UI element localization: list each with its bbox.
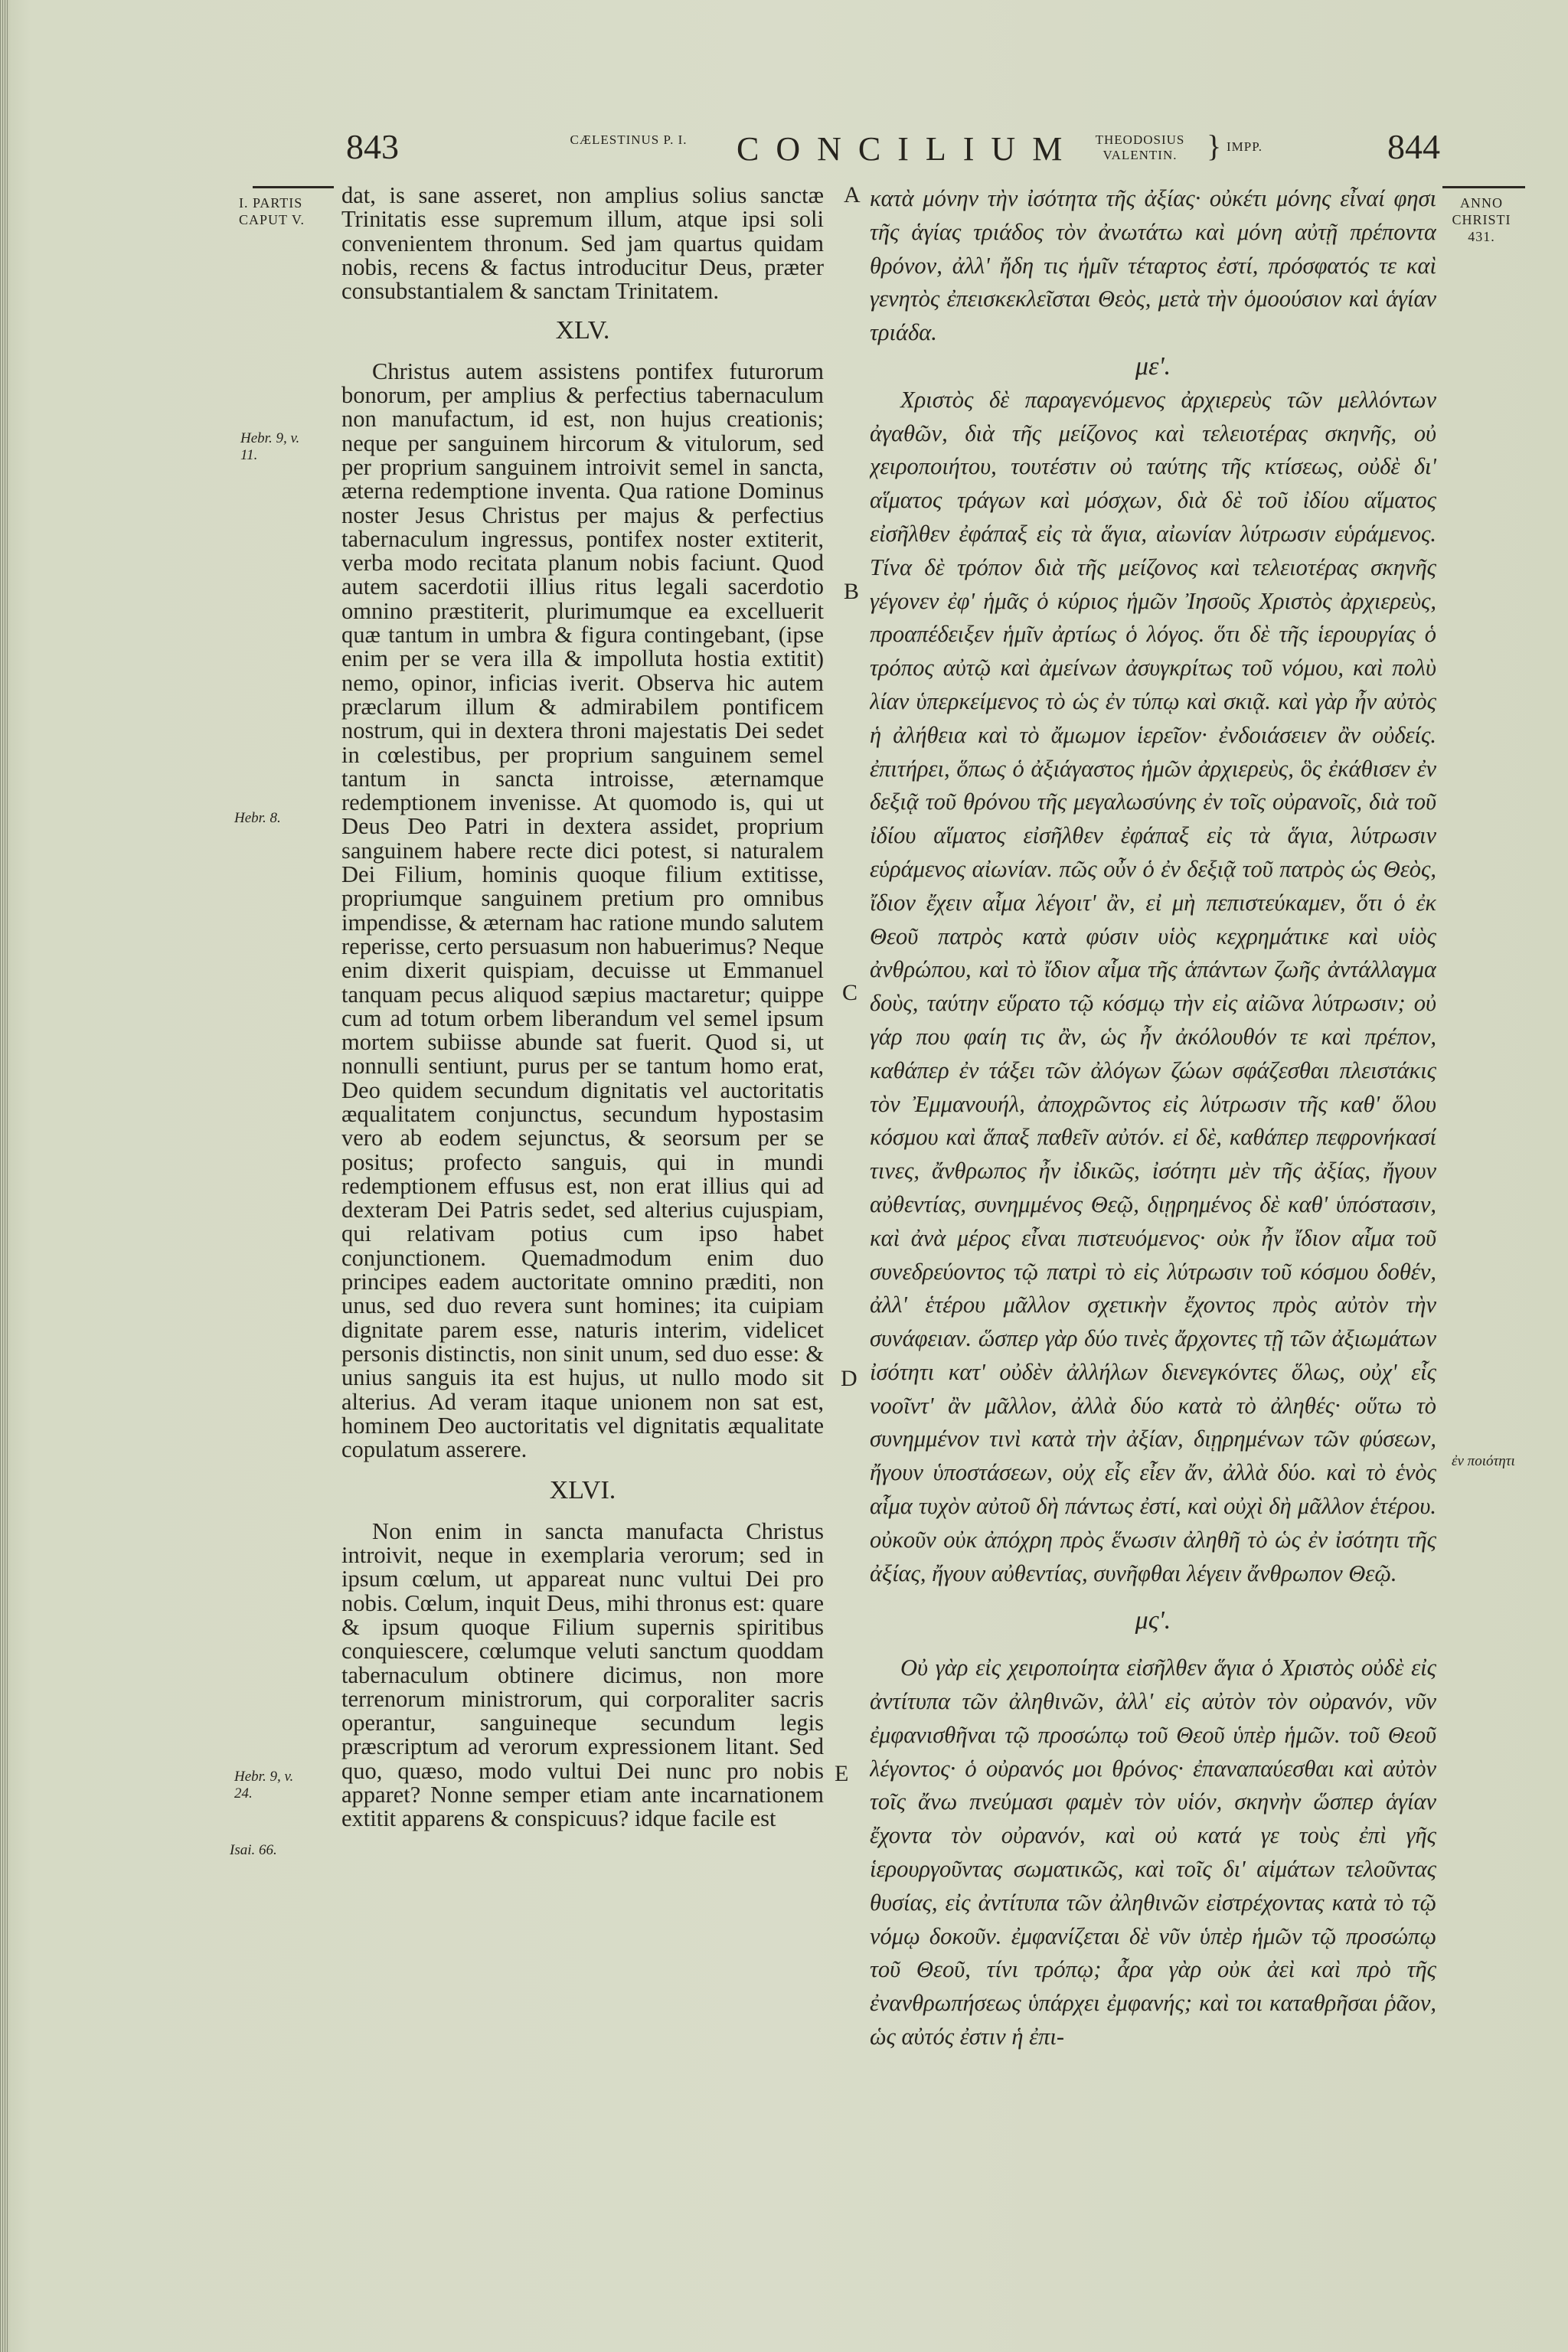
- page-number-left: 843: [346, 127, 399, 166]
- section-letter-b: B: [844, 579, 860, 604]
- margin-ref-hebr-9: Hebr. 9, v. 11.: [240, 430, 300, 463]
- latin-section-xlvi: XLVI.: [549, 1476, 616, 1505]
- latin-paragraph-xlvi: Non enim in sancta manufacta Christus introivit, neque in exemplaria verorum; sed in ipsum cœlum, ut appareat nunc vultui Dei pro nobis. Cœlum, inquit Deus, mihi thronus est: quare & ipsum quoque Filium supernis spiritibus conquiescere, cœlumque veluti sanctum quoddam tabernaculum obtinere dicimus, non more terrenorum ministrorum, qui corporaliter sacris operantur, sanguineque secundum legis præscriptum ad verorum expressionem litant. Sed quo, quæso, modo vultui Dei nunc pro nobis apparet? Nonne semper etiam ante incarnationem extitit apparens & conspicuus? idque facile est: [341, 1517, 824, 1832]
- running-header: [0, 126, 1568, 180]
- margin-ref-isai: Isai. 66.: [230, 1842, 277, 1858]
- margin-ref-hebr-8: Hebr. 8.: [234, 810, 281, 826]
- header-emperors: THEODOSIUS VALENTIN.: [1095, 132, 1185, 162]
- margin-anno-christi: ANNO CHRISTI 431.: [1452, 195, 1511, 244]
- latin-paragraph-xlv: Christus autem assistens pontifex futurorum bonorum, per amplius & perfectius tabernaculum non manufactum, id est, non hujus creationis; neque per sanguinem hircorum & vitulorum, sed per proprium sanguinem introivit semel in sancta, æterna redemptione inventa. Qua ratione Dominus noster Jesus Christus per majus & perfectius tabernaculum ingressus, pontifex noster extiterit, verba modo recitata planum nobis faciunt. Quod autem sacerdotii illius ritus legali sacerdotio omnino præstiterit, plurimumque ea excelluerit quæ tantum in umbra & figura contingebant, (ipse enim per se vera illa & impolluta hostia extitit) nemo, opinor, inficias iverit. Observa hic autem præclarum illum & admirabilem pontificem nostrum, qui in dextera throni majestatis Dei sedet in cœlestibus, per proprium sanguinem semel tantum in sancta introisse, æternamque redemptionem invenisse. At quomodo is, qui ut Deus Deo Patri in dextera assidet, proprium sanguinem habere recte dici potest, si naturalem Dei Filium, hominis quoque filium extitisse, propriumque sanguinem pretium pro omnibus impendisse, & æternam hac ratione mundo salutem reperisse, certo persuasum non habuerimus? Neque enim dixerit quispiam, decuisse ut Emmanuel tanquam pecus aliquod sæpius mactaretur; quippe cum ad totum orbem liberandum vel semel ipsum mortem subiisse abunde sat fuerit. Quod si, ut nonnulli sentiunt, purus per se tantum homo erat, Deo quidem secundum dignitatis vel auctoritatis æqualitatem conjunctus, secundum hypostasim vero ab eodem sejunctus, & seorsum per se positus; profecto sanguis, qui in mundi redemptionem effusus est, non erat illius qui ad dexteram Dei Patris sedet, sed alterius cujuspiam, qui relativam potius cum ipso habet conjunctionem. Quemadmodum enim duo principes eadem auctoritate omnino præditi, non unus, sed duo revera sunt homines; ita cuipiam dignitate parem esse, naturis interim, videlicet personis distinctis, non sinit unum, sed duo esse: & unius sanguis ita est hujus, ut nullo modo sit alterius. Ad veram itaque unionem non sat est, hominem Deo auctoritatis vel dignitatis æqualitate copulatum asserere.: [341, 358, 824, 1463]
- greek-intro: κατὰ μόνην τὴν ἰσότητα τῆς ἀξίας· οὐκέτι μόνης εἶναί φησι τῆς ἁγίας τριάδος τὸν ἀνωτάτω καὶ μόνη αὐτῇ πρέποντα θρόνον, ἀλλ' ἤδη τις ἡμῖν τέταρτος ἐστί, πρόσφατός τε καὶ γενητὸς ἐπεισκεκλεῖσται Θεὸς, μετὰ τὴν ὁμοούσιον καὶ ἁγίαν τριάδα.: [870, 185, 1436, 346]
- header-pope: CÆLESTINUS P. I.: [570, 132, 688, 147]
- section-letter-a: A: [844, 182, 861, 207]
- latin-intro: dat, is sane asseret, non amplius solius sanctæ Trinitatis esse supremum illum, atque ipsi soli convenientem thronum. Sed jam quartus quidam nobis, recens & factus introducitur Deus, præter consubstantialem & sanctam Trinitatem.: [341, 184, 824, 305]
- section-letter-d: D: [841, 1366, 858, 1391]
- header-impp: IMPP.: [1227, 139, 1263, 154]
- header-title: CONCILIUM: [737, 130, 1080, 168]
- latin-column: [341, 184, 824, 2205]
- latin-section-xlv: XLV.: [555, 316, 610, 345]
- greek-section-45: με'.: [1135, 351, 1171, 381]
- margin-ref-hebr-9b: Hebr. 9, v. 24.: [234, 1769, 294, 1802]
- margin-part-caput: I. PARTIS CAPUT V.: [239, 195, 305, 227]
- greek-column: [870, 182, 1436, 2211]
- section-letter-c: C: [842, 980, 858, 1005]
- margin-rule-left: [253, 186, 334, 188]
- greek-paragraph-46: Οὐ γὰρ εἰς χειροποίητα εἰσῆλθεν ἅγια ὁ Χριστὸς οὐδὲ εἰς ἀντίτυπα τῶν ἀληθινῶν, ἀλλ' εἰς αὐτὸν τὸν οὐρανόν, νῦν ἐμφανισθῆναι τῷ προσώπῳ τοῦ Θεοῦ ὑπὲρ ἡμῶν. τοῦ Θεοῦ λέγοντος· ὁ οὐρανός μοι θρόνος· ἐπαναπαύεσθαι καὶ αὐτὸν τοῖς ἄνω πνεύμασι φαμὲν τὸν υἱόν, σκηνὴν ὥσπερ ἁγίαν ἔχοντα τὸν οὐρανόν, καὶ οὐ κατά γε τοὺς ἐπὶ γῆς ἱερουργοῦντας σωματικῶς, καὶ τοῖς δι' αἱμάτων τελοῦντας θυσίας, εἰς ἀντίτυπα τῶν ἀληθινῶν εἰστρέχοντας κατὰ τὸ τῷ νόμῳ δοκοῦν. ἐμφανίζεται δὲ νῦν ὑπὲρ ἡμῶν τῷ προσώπῳ τοῦ Θεοῦ, τίνι τρόπῳ; ἆρα γὰρ οὐκ ἀεὶ καὶ πρὸ τῆς ἐνανθρωπήσεως ὑπάρχει ἐμφανής; καὶ τοι καταθρῆσαι ῥᾶον, ὡς αὐτός ἐστιν ἡ ἐπι-: [870, 1655, 1436, 2050]
- page-number-right: 844: [1387, 127, 1440, 166]
- margin-greek-note: ἐν ποιότητι: [1452, 1453, 1515, 1469]
- greek-paragraph-45: Χριστὸς δὲ παραγενόμενος ἀρχιερεὺς τῶν μελλόντων ἀγαθῶν, διὰ τῆς μείζονος καὶ τελειοτέρας σκηνῆς, οὐ χειροποιήτου, τουτέστιν οὐ ταύτης τῆς κτίσεως, οὐδὲ δι' αἵματος τράγων καὶ μόσχων, διὰ δὲ τοῦ ἰδίου αἵματος εἰσῆλθεν ἐφάπαξ εἰς τὰ ἅγια, αἰωνίαν λύτρωσιν εὑράμενος. Τίνα δὲ τρόπον διὰ τῆς μείζονος καὶ τελειοτέρας σκηνῆς γέγονεν ἐφ' ἡμᾶς ὁ κύριος ἡμῶν Ἰησοῦς Χριστὸς ἀρχιερεὺς, προαπέδειξεν ἡμῖν ἀρτίως ὁ λόγος. ὅτι δὲ τῆς ἱερουργίας ὁ τρόπος αὐτῷ καὶ ἀμείνων ἀσυγκρίτως τοῦ νόμου, καὶ πολὺ λίαν ὑπερκείμενος τὸ ὡς ἐν τύπῳ καὶ σκιᾷ. καὶ γὰρ ἦν αὐτὸς ἡ ἀλήθεια καὶ τὸ ἄμωμον ἱερεῖον· ἐνδοιάσειεν ἂν οὐδείς. ἐπιτήρει, ὅπως ὁ ἀξιάγαστος ἡμῶν ἀρχιερεὺς, ὃς ἐκάθισεν ἐν δεξιᾷ τοῦ θρόνου τῆς μεγαλωσύνης ἐν τοῖς οὐρανοῖς, διὰ τοῦ ἰδίου αἵματος εἰσῆλθεν ἐφάπαξ εἰς τὰ ἅγια, λύτρωσιν εὑράμενος αἰωνίαν. πῶς οὖν ὁ ἐν δεξιᾷ τοῦ πατρὸς ὡς Θεὸς, ἴδιον ἔχειν αἷμα λέγοιτ' ἂν, εἰ μὴ πεπιστεύκαμεν, ὅτι ὁ ἐκ Θεοῦ πατρὸς κατὰ φύσιν υἱὸς κεχρημάτικε καὶ υἱὸς ἀνθρώπου, καὶ τὸ ἴδιον αἷμα τῆς ἁπάντων ζωῆς ἀντάλλαγμα δοὺς, ταύτην εὕρατο τῷ κόσμῳ τὴν εἰς αἰῶνα λύτρωσιν; οὐ γάρ που φαίη τις ἂν, ὡς ἦν ἀκόλουθόν τε καὶ πρέπον, καθάπερ ἐν τάξει τῶν ἀλόγων ζώων σφάζεσθαι πλειστάκις τὸν Ἐμμανουήλ, ἀποχρῶντος εἰς λύτρωσιν τῆς καθ' ὅλου κόσμου καὶ ἅπαξ παθεῖν αὐτόν. εἰ δὲ, καθάπερ πεφρονήκασί τινες, ἄνθρωπος ἦν ἰδικῶς, ἰσότητι μὲν τῆς ἀξίας, ἤγουν αὐθεντίας, συνημμένος Θεῷ, διῃρημένος δὲ καθ' ὑπόστασιν, καὶ ἀνὰ μέρος εἶναι πιστευόμενος· οὐκ ἦν ἴδιον αἷμα τοῦ συνεδρεύοντος τῷ πατρὶ τὸ εἰς λύτρωσιν τοῦ κόσμου δοθέν, ἀλλ' ἑτέρου μᾶλλον σχετικὴν ἔχοντος πρὸς αὐτὸν τὴν συνάφειαν. ὥσπερ γὰρ δύο τινὲς ἄρχοντες τῇ τῶν ἀξιωμάτων ἰσότητι κατ' οὐδὲν ἀλλήλων διενεγκόντες ὅλως, οὐχ' εἷς νοοῖντ' ἂν μᾶλλον, ἀλλὰ δύο κατὰ τὸ ἀληθές· οὕτω τὸ συνημμένον τινὶ κατὰ τὴν ἀξίαν, διῃρημένων τῶν φύσεων, ἤγουν ὑποστάσεων, οὐχ εἷς εἶεν ἄν, ἀλλὰ δύο. καὶ τὸ ἑνὸς αἷμα τυχὸν αὐτοῦ δὴ πάντως ἐστί, καὶ οὐχὶ δὴ μᾶλλον ἑτέρου. οὐκοῦν οὐκ ἀπόχρη πρὸς ἕνωσιν ἀληθῆ τὸ ὡς ἐν ἰσότητι τῆς ἀξίας, ἤγουν αὐθεντίας, συνῆφθαι λέγειν ἄνθρωπον Θεῷ.: [870, 386, 1436, 1586]
- page-edge: [0, 0, 9, 2352]
- brace-icon: }: [1207, 129, 1222, 163]
- margin-rule-right: [1442, 186, 1525, 188]
- section-letter-e: E: [835, 1761, 849, 1786]
- greek-section-46: μς'.: [1135, 1606, 1171, 1635]
